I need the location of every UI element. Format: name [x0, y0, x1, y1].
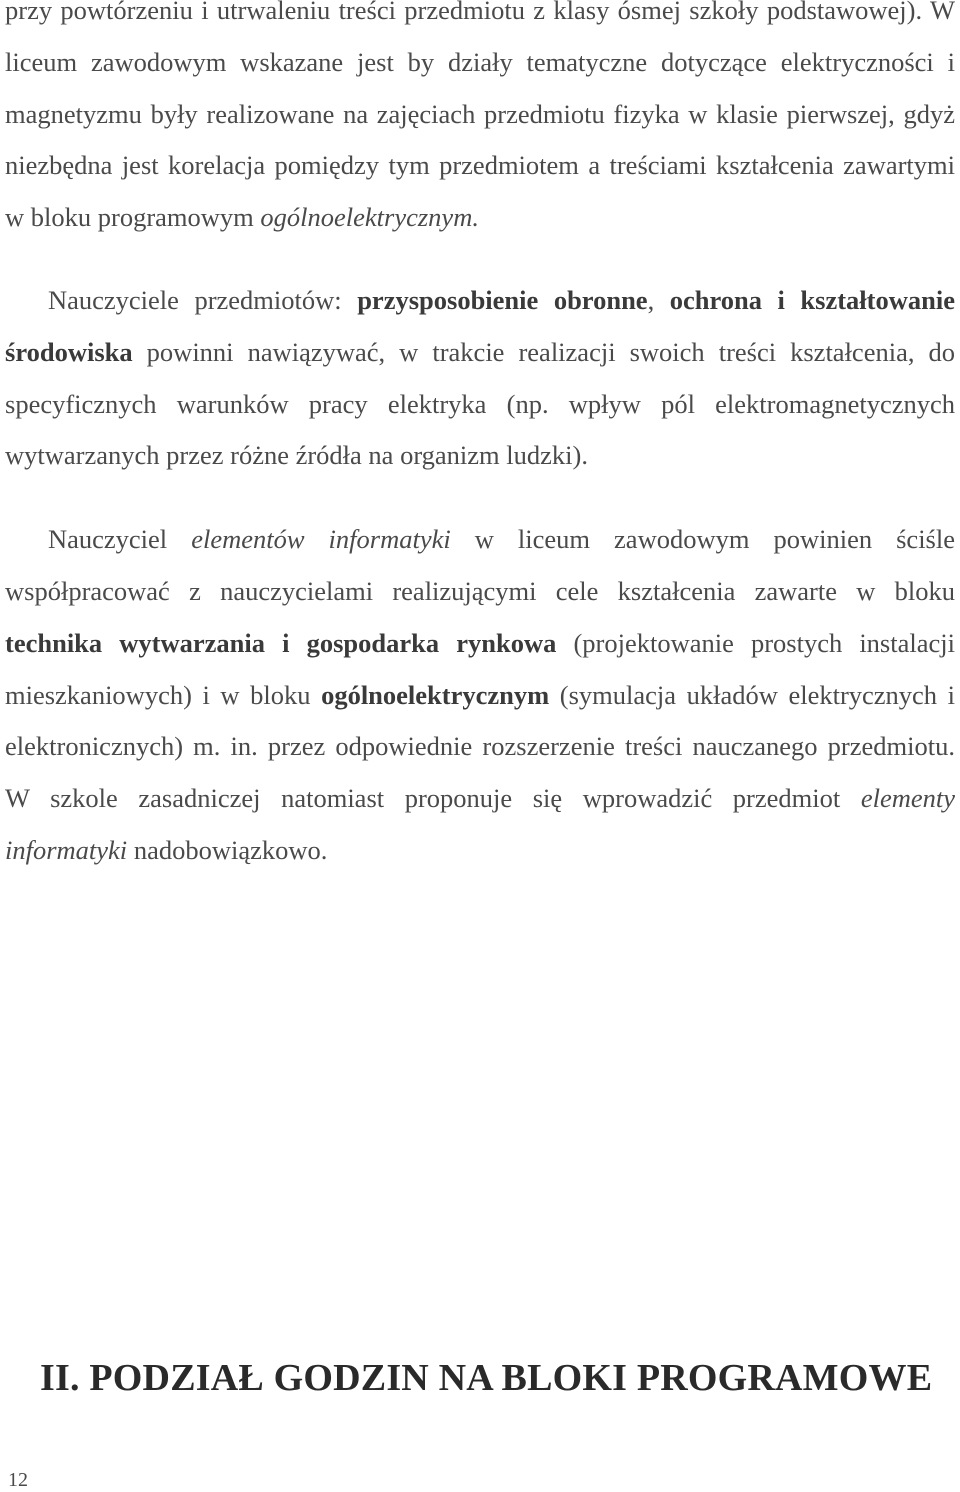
- paragraph-text: ,: [647, 284, 670, 315]
- paragraph-text: nadobowiązkowo.: [127, 834, 328, 865]
- paragraph-informatics-teacher: [5, 514, 955, 877]
- paragraph-text: powinni nawiązywać, w trakcie realizacji swoich treści kształcenia, do specyficznych warunków pracy elektryka (np. wpływ pól elektromagnetycznych wytwarzanych przez różne źródła na organizm ludzki).: [5, 336, 955, 471]
- italic-term: elementy informatyki: [5, 783, 955, 865]
- paragraph-physics-correlation: [5, 0, 955, 244]
- bold-term: technika wytwarzania i gospodarka rynkowa: [5, 627, 557, 658]
- paragraph-text: Nauczyciele przedmiotów:: [48, 284, 358, 315]
- paragraph-teachers-subjects: [5, 275, 955, 482]
- italic-term: elementów informatyki: [191, 524, 451, 555]
- paragraph-text: (symulacja układów elektrycznych i elektronicznych) m. in. przez odpowiednie rozszerzenie treści nauczanego przedmiotu. W szkole zasadniczej natomiast proponuje się wprowadzić przedmiot: [5, 679, 955, 814]
- document-page: [5, 0, 955, 877]
- bold-term: ogólnoelektrycznym: [321, 679, 550, 710]
- paragraph-text: w liceum zawodowym powinien ściśle współpracować z nauczycielami realizującymi cele kształcenia zawarte w bloku: [5, 524, 955, 606]
- page-number: 12: [8, 1469, 28, 1491]
- section-heading: II. PODZIAŁ GODZIN NA BLOKI PROGRAMOWE: [40, 1357, 933, 1399]
- paragraph-text: Nauczyciel: [48, 524, 192, 555]
- italic-term: ogólnoelektrycznym.: [260, 202, 479, 233]
- paragraph-text: (projektowanie prostych instalacji mieszkaniowych) i w bloku: [5, 627, 955, 710]
- bold-term: ochrona i kształtowanie środowiska: [5, 284, 955, 367]
- bold-term: przysposobienie obronne: [357, 284, 648, 315]
- paragraph-text: przy powtórzeniu i utrwaleniu treści przedmiotu z klasy ósmej szkoły podstawowej). W liceum zawodowym wskazane jest by działy tematyczne dotyczące elektryczności i magnetyzmu były realizowane na zajęciach przedmiotu fizyka w klasie pierwszej, gdyż niezbędna jest korelacja pomiędzy tym przedmiotem a treściami kształcenia zawartymi w bloku programowym: [5, 0, 955, 233]
